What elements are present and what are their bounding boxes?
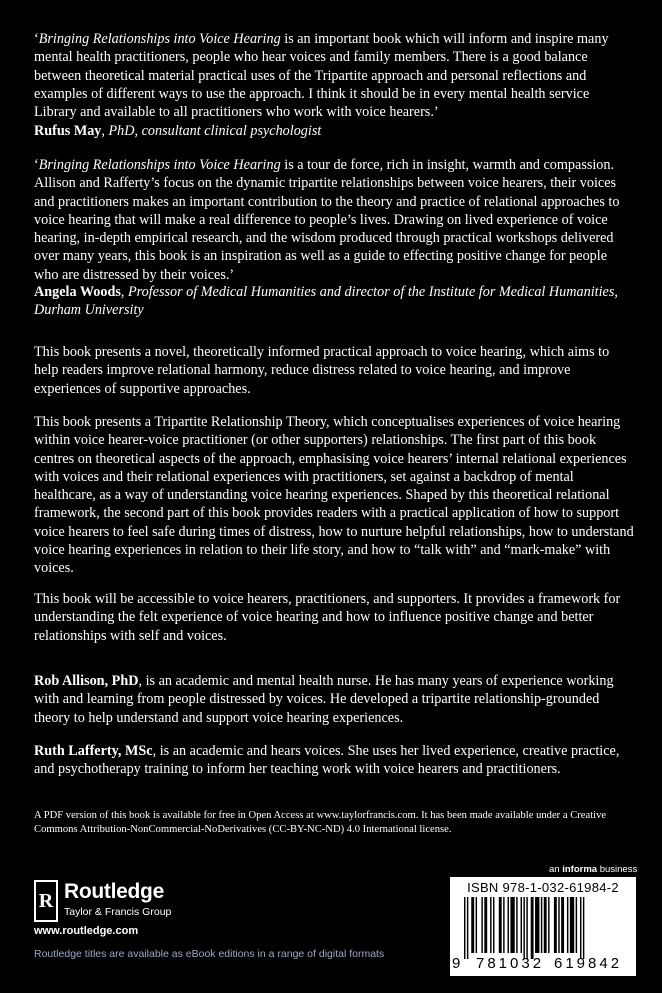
description-paragraph-2: This book presents a Tripartite Relationship Theory, which conceptualises experiences of voice hearing within voice hearer-voice practitioner (or other supporters) relationships. The first part of this book centres on theoretical aspects of the approach, emphasising voice hearers’ internal relational experiences with voices and their relational experiences with practitioners, set against a backdrop of mental healthcare, as a way of understanding voice hearing experiences. Shaped by this theoretical relational framework, the second part of this book provides readers with a practical application of how to support voice hearers to feel safe during times of distress, how to nurture helpful relationships, how to understand voice hearing experiences in relation to their life story, and how to “talk with” and “mark-make” with voices. — [34, 414, 634, 577]
informa-business-label: an informa business — [549, 864, 638, 875]
praise-author-role: , PhD, consultant clinical psychologist — [101, 123, 322, 139]
author-name: Rob Allison, PhD — [34, 673, 139, 689]
description-paragraph-3: This book will be accessible to voice hearers, practitioners, and supporters. It provides a framework for understanding the felt experience of voice hearing and how to influence positive change and better relationships with self and voices. — [34, 591, 621, 644]
svg-text:R: R — [38, 890, 54, 912]
praise-author-role: , Professor of Medical Humanities and director of the Institute for Medical Humanities, Durham University — [34, 284, 618, 319]
praise-author-name: Angela Woods — [34, 284, 121, 300]
quote-text: ‘ — [34, 31, 39, 47]
quote-text: is a tour de force, rich in insight, warmth and compassion. Allison and Rafferty’s focus on the dynamic tripartite relationships between voice hearers, their voices and practitioners makes an important contribution to the theory and practice of relational approaches to voice hearing that will make a real difference to people’s lives. Drawing on lived experience of voice hearing, in-depth empirical research, and the wisdom produced through practical workshops delivered over many years, this book is an inspiration as well as a guide to effecting positive change for people who are distressed by their voices.’ — [34, 157, 620, 283]
quote-text: is an important book which will inform and inspire many mental health practitioners, people who hear voices and family members. There is a good balance between theoretical material practical uses of the Tripartite approach and personal reflections and examples of different ways to use the approach. I think it should be in every mental health service Library and available to all practitioners who work with voice hearers.’ — [34, 31, 609, 121]
author-bio-2 — [34, 742, 634, 779]
author-bio-1 — [34, 672, 634, 727]
publisher-name: Routledge — [64, 880, 164, 903]
open-access-note: A PDF version of this book is available for free in Open Access at www.taylorfrancis.com. It has been made available under a Creative Commons Attribution-NonCommercial-NoDerivatives (CC-BY-NC-ND) 4.0 International license. — [34, 810, 607, 835]
publisher-group: Taylor & Francis Group — [64, 906, 172, 918]
praise-author-name: Rufus May — [34, 123, 102, 139]
praise-attribution-1 — [34, 122, 644, 140]
book-title: Bringing Relationships into Voice Hearing — [38, 157, 281, 173]
quote-text: ‘ — [34, 157, 39, 173]
author-bio-text: , is an academic and hears voices. She uses her lived experience, creative practice, and psychotherapy training to inform her teaching work with voice hearers and practitioners. — [34, 743, 620, 778]
book-title: Bringing Relationships into Voice Hearing — [38, 31, 281, 47]
barcode-icon — [464, 897, 624, 959]
praise-attribution-2 — [34, 283, 644, 320]
praise-quote-1 — [34, 30, 634, 121]
author-bio-text: , is an academic and mental health nurse. He has many years of experience working with and learning from people distressed by voices. He developed a tripartite relationship-grounded theory to help understand and support voice hearing experiences. — [34, 673, 614, 726]
author-name: Ruth Lafferty, MSc — [34, 743, 153, 759]
publisher-url[interactable]: www.routledge.com — [34, 925, 139, 937]
praise-quote-2 — [34, 156, 634, 284]
isbn-number: ISBN 978-1-032-61984-2 — [467, 880, 619, 895]
description-paragraph-1: This book presents a novel, theoretically informed practical approach to voice hearing, which aims to help readers improve relational harmony, reduce distress related to voice hearing, and improve experiences of supportive approaches. — [34, 344, 610, 397]
isbn-barcode: ISBN 978-1-032-61984-2 9 781032 619842 — [450, 877, 636, 976]
routledge-logo-icon — [34, 880, 58, 922]
ebook-note: Routledge titles are available as eBook editions in a range of digital formats — [34, 948, 385, 960]
